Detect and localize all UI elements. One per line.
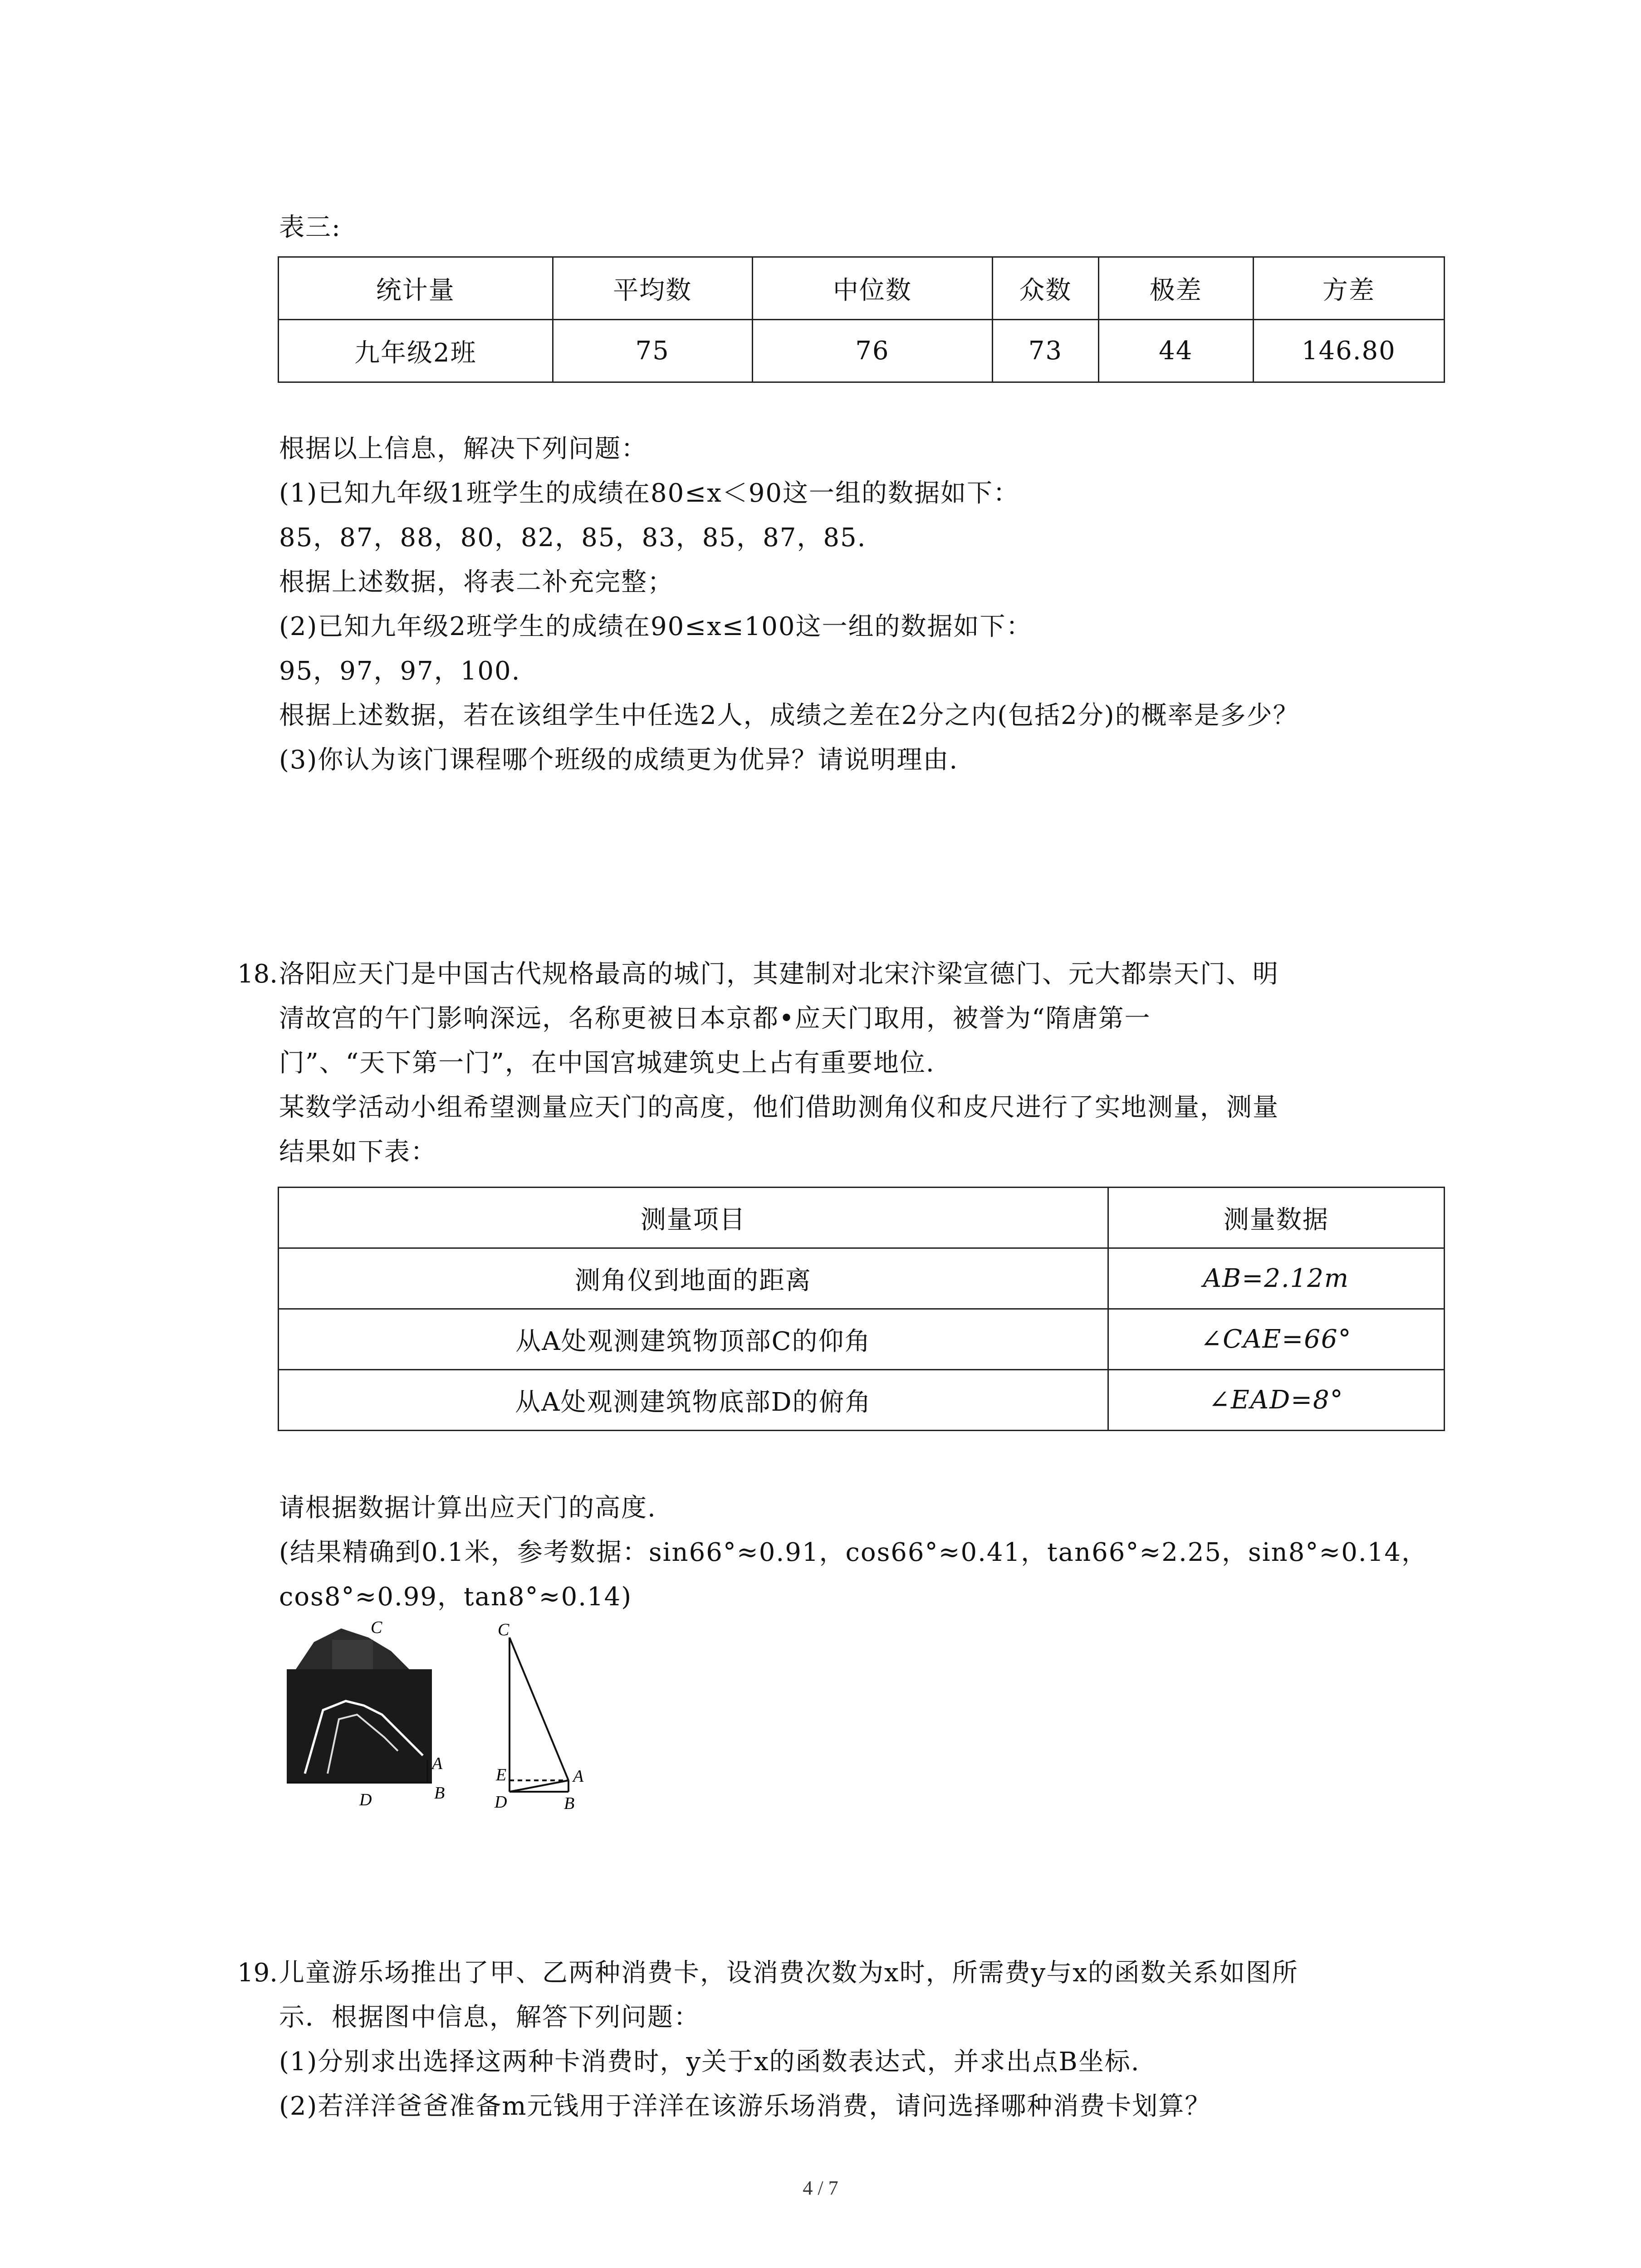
q19-line1: 儿童游乐场推出了甲、乙两种消费卡，设消费次数为x时，所需费y与x的函数关系如图所: [279, 1958, 1298, 1988]
q17-part2-task: 根据上述数据，若在该组学生中任选2人，成绩之差在2分之内(包括2分)的概率是多少？: [279, 701, 1299, 730]
q18-number: 18.: [237, 959, 278, 989]
q18-table-cell: AB=2.12m: [1108, 1248, 1444, 1309]
triangle-diagram: [488, 1619, 597, 1819]
photo-label-c: C: [371, 1619, 382, 1637]
q17-part3: (3)你认为该门课程哪个班级的成绩更为优异？请说明理由.: [279, 745, 959, 775]
tri-label-d: D: [495, 1793, 507, 1812]
table3-header-cell: 中位数: [752, 257, 992, 320]
q18-table-cell: ∠CAE=66°: [1108, 1309, 1444, 1370]
q18-table-cell: 测角仪到地面的距离: [279, 1248, 1108, 1309]
gate-photo-pavilion: [332, 1640, 373, 1669]
table-row: [279, 1248, 1445, 1309]
q18-table-header-row: [279, 1188, 1445, 1248]
q18-reference-line2: cos8°≈0.99，tan8°≈0.14): [279, 1582, 632, 1612]
q18-line5: 结果如下表：: [279, 1137, 437, 1167]
q17-part1: (1)已知九年级1班学生的成绩在80≤x＜90这一组的数据如下：: [279, 479, 1019, 508]
q18-task: 请根据数据计算出应天门的高度.: [279, 1493, 656, 1523]
photo-label-d: D: [359, 1790, 372, 1809]
q18-line4: 某数学活动小组希望测量应天门的高度，他们借助测角仪和皮尺进行了实地测量，测量: [279, 1093, 1279, 1122]
gate-photo-figure: [278, 1619, 455, 1819]
q17-part1-data: 85，87，88，80，82，85，83，85，87，85.: [279, 523, 867, 552]
q18-table-cell: 从A处观测建筑物底部D的俯角: [279, 1370, 1108, 1431]
q18-line3: 门”、“天下第一门”，在中国宫城建筑史上占有重要地位.: [279, 1048, 935, 1078]
q18-reference-line1: (结果精确到0.1米，参考数据：sin66°≈0.91，cos66°≈0.41，tan66°≈2.25，sin8°≈0.14，: [279, 1538, 1428, 1567]
tri-label-c: C: [498, 1620, 509, 1639]
table3-cell: 75: [553, 320, 752, 382]
q17-part1-task: 根据上述数据，将表二补充完整；: [279, 567, 674, 597]
tri-side-da: [509, 1780, 568, 1792]
q18-table-cell: ∠EAD=8°: [1108, 1370, 1444, 1431]
q18-line2: 清故宫的午门影响深远，名称更被日本京都•应天门取用，被誉为“隋唐第一: [279, 1004, 1151, 1033]
photo-label-a: A: [432, 1754, 443, 1773]
q17-part2-data: 95，97，97，100.: [279, 656, 521, 686]
q17-part2: (2)已知九年级2班学生的成绩在90≤x≤100这一组的数据如下：: [279, 612, 1033, 641]
table-row: [279, 1309, 1445, 1370]
q18-line1: 洛阳应天门是中国古代规格最高的城门，其建制对北宋汴梁宣德门、元大都崇天门、明: [279, 959, 1279, 989]
table3-caption: 表三:: [279, 213, 341, 242]
q18-table-cell: 从A处观测建筑物顶部C的仰角: [279, 1309, 1108, 1370]
table3-header-row: [279, 257, 1445, 320]
table-row: [279, 320, 1445, 382]
q18-table-header-cell: 测量项目: [279, 1188, 1108, 1248]
q18-table-header-cell: 测量数据: [1108, 1188, 1444, 1248]
photo-label-b: B: [434, 1784, 445, 1803]
table3-header-cell: 平均数: [553, 257, 752, 320]
q17-intro: 根据以上信息，解决下列问题：: [279, 434, 647, 464]
table3-cell: 44: [1098, 320, 1253, 382]
q19-number: 19.: [237, 1958, 278, 1988]
table3-cell: 76: [752, 320, 992, 382]
table3-header-cell: 极差: [1098, 257, 1253, 320]
table3-header-cell: 方差: [1253, 257, 1444, 320]
tri-label-a: A: [573, 1767, 584, 1786]
page-number: 4 / 7: [803, 2177, 838, 2199]
tri-label-b: B: [564, 1794, 575, 1813]
table3: [278, 256, 1445, 383]
tri-label-e: E: [496, 1765, 507, 1784]
table-row: [279, 1370, 1445, 1431]
table3-header-cell: 众数: [993, 257, 1099, 320]
q19-part2: (2)若洋洋爸爸准备m元钱用于洋洋在该游乐场消费，请问选择哪种消费卡划算？: [279, 2092, 1211, 2121]
gate-photo-wall: [287, 1669, 432, 1783]
table3-cell: 146.80: [1253, 320, 1444, 382]
table3-header-cell: 统计量: [279, 257, 553, 320]
q19-part1: (1)分别求出选择这两种卡消费时，y关于x的函数表达式，并求出点B坐标.: [279, 2047, 1140, 2077]
q18-table: [278, 1187, 1445, 1431]
table3-cell: 九年级2班: [279, 320, 553, 382]
q19-line2: 示．根据图中信息，解答下列问题：: [279, 2003, 700, 2032]
tri-side-ca: [509, 1637, 568, 1780]
table3-cell: 73: [993, 320, 1099, 382]
